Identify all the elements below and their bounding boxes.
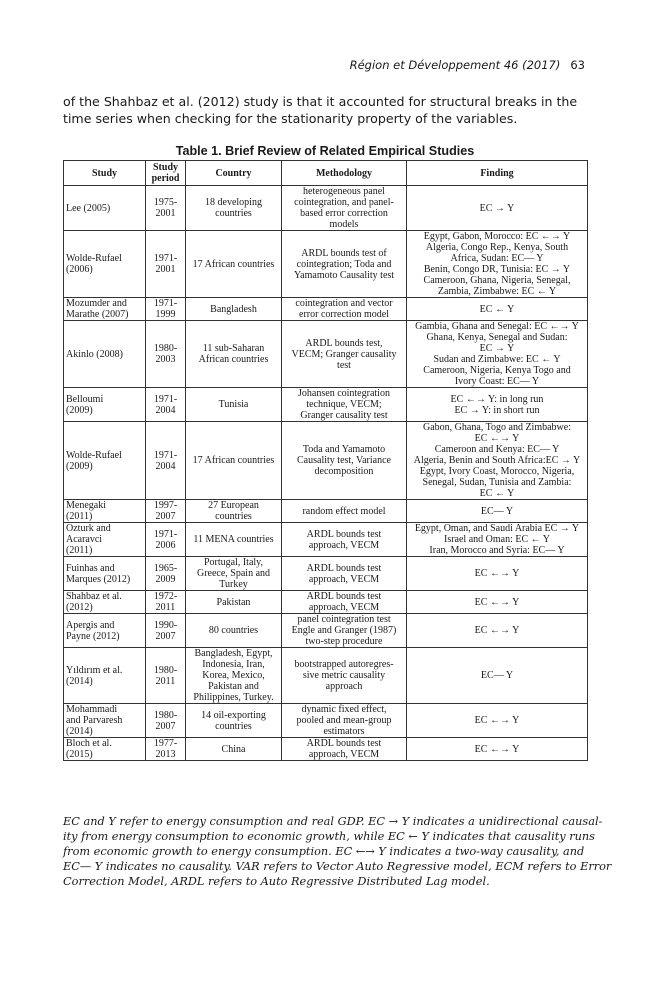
- cell-country: [186, 422, 282, 500]
- cell-period-line: 2007: [155, 630, 176, 642]
- cell-methodology-line: VECM; Granger causality: [291, 348, 397, 360]
- cell-study-line: Payne (2012): [66, 630, 120, 642]
- cell-finding-line: Ghana, Kenya, Senegal and Sudan:: [426, 332, 568, 343]
- cell-period: [146, 704, 186, 738]
- cell-methodology: [282, 523, 407, 557]
- cell-methodology-line: Johansen cointegration: [298, 388, 390, 399]
- cell-study-line: Fuinhas and: [66, 562, 115, 574]
- table-row: [64, 298, 588, 321]
- cell-methodology-line: sive metric causality: [302, 670, 386, 681]
- cell-study-line: Akinlo (2008): [66, 348, 123, 360]
- cell-period-line: 2004: [155, 460, 176, 472]
- notes-line: EC— Y indicates no causality. VAR refers to Vector Auto Regressive model, ECM refers to Error: [63, 860, 612, 873]
- cell-study-line: (2006): [66, 264, 93, 275]
- cell-methodology-line: ARDL bounds test: [306, 528, 382, 540]
- cell-country: [186, 298, 282, 321]
- cell-methodology-line: approach, VECM: [308, 539, 380, 551]
- cell-finding-line: EC ←→ Y: in long run: [450, 393, 544, 405]
- cell-methodology-line: pooled and mean-group: [296, 715, 392, 726]
- cell-methodology-line: error correction model: [299, 309, 389, 320]
- cell-finding: [407, 523, 588, 557]
- cell-study-line: (2009): [66, 404, 93, 416]
- cell-period-line: 1971-: [153, 528, 178, 540]
- table-row: [64, 422, 588, 500]
- cell-period: [146, 614, 186, 648]
- cell-study: [64, 704, 146, 738]
- cell-study-line: Mozumder and: [66, 298, 127, 309]
- cell-country-line: 18 developing: [205, 197, 262, 208]
- cell-study-line: and Parvaresh: [66, 715, 123, 726]
- cell-methodology-line: approach, VECM: [308, 749, 380, 760]
- cell-finding-line: Cameroon, Nigeria, Kenya Togo and: [423, 365, 571, 376]
- table-row: [64, 648, 588, 704]
- cell-country-line: Greece, Spain and: [196, 568, 271, 579]
- cell-methodology-line: ARDL bounds test: [306, 562, 382, 574]
- cell-study: [64, 500, 146, 523]
- cell-finding-line: EC ← Y: [479, 488, 515, 499]
- cell-study-line: (2011): [66, 545, 93, 556]
- cell-finding: [407, 388, 588, 422]
- cell-finding-line: EC— Y: [480, 670, 514, 681]
- cell-period-line: 1980-: [153, 664, 178, 676]
- cell-period: [146, 231, 186, 298]
- table-row: [64, 523, 588, 557]
- cell-finding-line: EC ←→ Y: [474, 433, 520, 444]
- cell-country-line: Philippines, Turkey.: [193, 692, 274, 703]
- cell-study-line: (2011): [66, 511, 93, 522]
- table-row: [64, 231, 588, 298]
- cell-country-line: 17 African countries: [192, 258, 275, 270]
- cell-methodology-line: ARDL bounds test: [306, 591, 382, 602]
- header-period: [146, 161, 186, 186]
- cell-period-line: 1980-: [153, 709, 178, 721]
- running-header: [350, 58, 585, 72]
- cell-period: [146, 298, 186, 321]
- cell-finding-line: Africa, Sudan: EC— Y: [450, 253, 544, 264]
- cell-country-line: 27 European: [208, 500, 259, 511]
- cell-methodology: [282, 591, 407, 614]
- cell-country-line: Pakistan and: [208, 681, 259, 692]
- cell-study-line: (2015): [66, 749, 93, 760]
- cell-methodology: [282, 231, 407, 298]
- cell-period-line: 1971-: [153, 393, 178, 405]
- cell-finding-line: EC ←→ Y: [474, 625, 520, 636]
- cell-period-line: 2009: [155, 573, 176, 585]
- cell-methodology: [282, 422, 407, 500]
- cell-methodology-line: ARDL bounds test of: [301, 247, 387, 259]
- cell-finding-line: Algeria, Congo Rep., Kenya, South: [425, 242, 569, 253]
- cell-country: [186, 500, 282, 523]
- cell-period-line: 1965-: [153, 562, 178, 574]
- cell-finding: [407, 557, 588, 591]
- cell-finding-line: Cameroon and Kenya: EC— Y: [434, 444, 560, 455]
- cell-period-line: 2007: [155, 720, 176, 732]
- table-row: [64, 704, 588, 738]
- cell-country-line: Portugal, Italy,: [203, 557, 264, 568]
- cell-finding: [407, 422, 588, 500]
- cell-country-line: Bangladesh: [210, 303, 257, 315]
- cell-period-line: 1990-: [153, 619, 178, 631]
- cell-country: [186, 557, 282, 591]
- cell-methodology-line: approach, VECM: [308, 602, 380, 613]
- cell-methodology: [282, 648, 407, 704]
- cell-finding-line: Egypt, Gabon, Morocco: EC ←→ Y: [423, 231, 571, 242]
- cell-study-line: Wolde-Rufael: [66, 449, 122, 461]
- cell-study: [64, 186, 146, 231]
- cell-period-line: 1971-: [153, 253, 178, 264]
- cell-methodology-line: dynamic fixed effect,: [301, 704, 387, 715]
- cell-country-line: 80 countries: [208, 625, 259, 636]
- cell-finding-line: EC ←→ Y: [474, 596, 520, 608]
- cell-period-line: 1997-: [153, 500, 178, 511]
- cell-country-line: China: [221, 743, 246, 755]
- cell-methodology: [282, 557, 407, 591]
- cell-country-line: African countries: [198, 354, 269, 365]
- cell-study-line: Apergis and: [66, 619, 115, 631]
- cell-methodology-line: panel cointegration test: [297, 614, 391, 625]
- cell-country: [186, 738, 282, 761]
- cell-finding: [407, 614, 588, 648]
- cell-methodology-line: approach, VECM: [308, 573, 380, 585]
- cell-methodology-line: cointegration and vector: [295, 298, 393, 309]
- header-study: Study: [64, 161, 146, 186]
- cell-methodology-line: Engle and Granger (1987): [291, 625, 397, 636]
- cell-methodology: [282, 186, 407, 231]
- header-period-line: period: [151, 173, 180, 184]
- cell-country: [186, 186, 282, 231]
- cell-period-line: 1975-: [153, 197, 178, 208]
- cell-period-line: 2011: [155, 675, 176, 687]
- cell-study: [64, 231, 146, 298]
- cell-country-line: 11 MENA countries: [193, 534, 274, 545]
- cell-methodology-line: two-step procedure: [305, 636, 383, 647]
- header-finding: Finding: [407, 161, 588, 186]
- cell-period-line: 2011: [155, 602, 176, 613]
- cell-methodology: [282, 738, 407, 761]
- cell-methodology: [282, 614, 407, 648]
- cell-finding-line: Gambia, Ghana and Senegal: EC ←→ Y: [415, 321, 579, 332]
- cell-period: [146, 388, 186, 422]
- review-table: [63, 160, 588, 761]
- cell-country: [186, 614, 282, 648]
- cell-methodology-line: Toda and Yamamoto: [302, 444, 386, 455]
- cell-study-line: (2014): [66, 675, 93, 687]
- cell-finding-line: Gabon, Ghana, Togo and Zimbabwe:: [423, 422, 571, 433]
- cell-methodology-line: decomposition: [314, 466, 374, 477]
- cell-study-line: Mohammadi: [66, 704, 118, 715]
- cell-study-line: Lee (2005): [66, 202, 111, 214]
- cell-finding: [407, 321, 588, 388]
- cell-period: [146, 523, 186, 557]
- cell-period-line: 1971-: [153, 298, 178, 309]
- cell-country-line: Bangladesh, Egypt,: [194, 648, 273, 659]
- cell-study: [64, 422, 146, 500]
- notes-line: EC and Y refer to energy consumption and real GDP. EC → Y indicates a unidirectional causal-: [63, 815, 603, 828]
- table-row: [64, 388, 588, 422]
- cell-finding-line: Israel and Oman: EC ← Y: [444, 534, 550, 545]
- cell-methodology: [282, 388, 407, 422]
- cell-finding-line: Benin, Congo DR, Tunisia: EC → Y: [423, 264, 571, 275]
- cell-country-line: 17 African countries: [192, 455, 275, 466]
- cell-period: [146, 591, 186, 614]
- cell-period-line: 1971-: [153, 449, 178, 461]
- cell-country-line: Korea, Mexico,: [202, 670, 265, 681]
- cell-country-line: 14 oil-exporting: [201, 709, 266, 721]
- cell-methodology-line: test: [337, 359, 351, 371]
- table-row: [64, 500, 588, 523]
- cell-study: [64, 523, 146, 557]
- cell-country-line: Indonesia, Iran,: [202, 659, 265, 670]
- cell-period-line: 1972-: [153, 591, 178, 602]
- cell-period-line: 2001: [155, 208, 176, 219]
- cell-methodology-line: estimators: [323, 726, 365, 737]
- cell-period: [146, 321, 186, 388]
- table-row: [64, 557, 588, 591]
- notes-line: Correction Model, ARDL refers to Auto Regressive Distributed Lag model.: [63, 875, 490, 888]
- cell-finding: [407, 704, 588, 738]
- cell-country: [186, 648, 282, 704]
- page-number: 63: [570, 58, 585, 72]
- cell-methodology-line: ARDL bounds test: [306, 738, 382, 749]
- cell-methodology: [282, 704, 407, 738]
- table-caption: Table 1. Brief Review of Related Empirical Studies: [175, 144, 475, 158]
- cell-country: [186, 321, 282, 388]
- cell-methodology-line: cointegration; Toda and: [296, 258, 392, 270]
- table-row: [64, 614, 588, 648]
- cell-methodology-line: approach: [325, 681, 363, 692]
- table-row: [64, 186, 588, 231]
- cell-finding-line: Zambia, Zimbabwe: EC ← Y: [437, 286, 557, 297]
- cell-period-line: 1977-: [153, 738, 178, 749]
- cell-finding: [407, 298, 588, 321]
- cell-methodology-line: random effect model: [302, 505, 386, 517]
- cell-country-line: countries: [215, 720, 252, 732]
- table-notes: [63, 814, 612, 889]
- cell-finding-line: Egypt, Oman, and Saudi Arabia EC → Y: [414, 523, 580, 534]
- cell-period: [146, 557, 186, 591]
- cell-finding-line: EC ←→ Y: [474, 715, 520, 726]
- cell-finding: [407, 648, 588, 704]
- cell-methodology-line: models: [329, 219, 359, 230]
- cell-finding: [407, 231, 588, 298]
- table-body: [64, 186, 588, 761]
- cell-finding-line: Sudan and Zimbabwe: EC ← Y: [433, 354, 561, 365]
- cell-finding-line: EC ←→ Y: [474, 743, 520, 755]
- cell-study-line: Menegaki: [66, 500, 106, 511]
- cell-period-line: 1999: [155, 309, 176, 320]
- cell-study: [64, 298, 146, 321]
- cell-finding-line: Algeria, Benin and South Africa:EC → Y: [413, 455, 581, 466]
- cell-study-line: (2012): [66, 602, 93, 613]
- table-header-row: [64, 161, 588, 186]
- cell-finding-line: EC ← Y: [479, 303, 515, 315]
- cell-methodology-line: Granger causality test: [300, 410, 388, 421]
- header-period-line: Study: [152, 162, 178, 173]
- cell-study-line: Marques (2012): [66, 573, 131, 585]
- cell-finding-line: EC ←→ Y: [474, 568, 520, 579]
- cell-study-line: Shahbaz et al.: [66, 591, 122, 602]
- cell-period-line: 2007: [155, 511, 176, 522]
- cell-finding-line: EC → Y: [479, 202, 515, 214]
- cell-methodology-line: heterogeneous panel: [303, 186, 385, 197]
- cell-finding-line: Ivory Coast: EC— Y: [454, 376, 540, 387]
- cell-period-line: 1980-: [153, 343, 178, 354]
- cell-methodology: [282, 500, 407, 523]
- cell-finding-line: Egypt, Ivory Coast, Morocco, Nigeria,: [419, 466, 575, 477]
- cell-finding-line: Senegal, Sudan, Tunisia and Zambia:: [422, 477, 572, 488]
- cell-country: [186, 704, 282, 738]
- cell-period: [146, 500, 186, 523]
- cell-study-line: Ozturk and: [66, 523, 111, 534]
- cell-finding-line: EC → Y: [479, 343, 515, 354]
- cell-methodology-line: Causality test, Variance: [297, 455, 391, 466]
- cell-study: [64, 648, 146, 704]
- intro-paragraph: [63, 93, 593, 127]
- cell-study-line: (2009): [66, 460, 93, 472]
- cell-country-line: Tunisia: [218, 399, 249, 410]
- cell-methodology-line: technique, VECM;: [306, 399, 382, 410]
- intro-line: time series when checking for the stationarity property of the variables.: [63, 111, 518, 126]
- cell-finding-line: Iran, Morocco and Syria: EC— Y: [429, 545, 565, 556]
- cell-study-line: Wolde-Rufael: [66, 253, 122, 264]
- cell-period: [146, 648, 186, 704]
- cell-finding: [407, 186, 588, 231]
- cell-study-line: Acaravci: [66, 534, 103, 545]
- cell-country: [186, 591, 282, 614]
- cell-study: [64, 557, 146, 591]
- header-country: Country: [186, 161, 282, 186]
- cell-country: [186, 523, 282, 557]
- cell-finding-line: EC— Y: [480, 505, 514, 517]
- cell-study-line: Belloumi: [66, 393, 104, 405]
- cell-finding: [407, 591, 588, 614]
- cell-country-line: Pakistan: [216, 596, 251, 608]
- cell-country-line: countries: [215, 208, 252, 219]
- cell-study-line: (2014): [66, 726, 93, 737]
- cell-country-line: Turkey: [219, 579, 248, 590]
- cell-study: [64, 738, 146, 761]
- notes-line: ity from energy consumption to economic growth, while EC ← Y indicates that causality runs: [63, 830, 595, 843]
- cell-country-line: 11 sub-Saharan: [202, 343, 265, 354]
- cell-study: [64, 388, 146, 422]
- cell-study-line: Marathe (2007): [66, 309, 129, 320]
- cell-methodology-line: ARDL bounds test,: [305, 337, 383, 349]
- cell-study: [64, 591, 146, 614]
- cell-period: [146, 186, 186, 231]
- cell-finding-line: EC → Y: in short run: [454, 404, 540, 416]
- cell-methodology-line: based error correction: [300, 208, 388, 219]
- header-methodology: Methodology: [282, 161, 407, 186]
- cell-study-line: Yıldırım et al.: [66, 664, 123, 676]
- cell-study: [64, 614, 146, 648]
- cell-methodology-line: bootstrapped autoregres-: [294, 659, 394, 670]
- table-row: [64, 738, 588, 761]
- cell-methodology: [282, 298, 407, 321]
- cell-period-line: 2001: [155, 264, 176, 275]
- cell-country: [186, 231, 282, 298]
- cell-period-line: 2003: [155, 354, 176, 365]
- cell-methodology: [282, 321, 407, 388]
- cell-finding: [407, 500, 588, 523]
- table-row: [64, 321, 588, 388]
- cell-period-line: 2013: [155, 749, 176, 760]
- notes-line: from economic growth to energy consumption. EC ←→ Y indicates a two-way causality, and: [63, 845, 585, 858]
- cell-finding-line: Cameroon, Ghana, Nigeria, Senegal,: [423, 275, 571, 286]
- cell-finding: [407, 738, 588, 761]
- cell-country: [186, 388, 282, 422]
- cell-country-line: countries: [215, 511, 252, 522]
- cell-period: [146, 422, 186, 500]
- cell-study-line: Bloch et al.: [66, 738, 112, 749]
- cell-methodology-line: Yamamoto Causality test: [293, 269, 395, 281]
- cell-period: [146, 738, 186, 761]
- cell-methodology-line: cointegration, and panel-: [294, 197, 394, 208]
- intro-line: of the Shahbaz et al. (2012) study is that it accounted for structural breaks in the: [63, 94, 578, 109]
- journal-title: Région et Développement 46 (2017): [349, 58, 561, 72]
- cell-period-line: 2004: [155, 404, 176, 416]
- cell-period-line: 2006: [155, 539, 176, 551]
- cell-study: [64, 321, 146, 388]
- table-row: [64, 591, 588, 614]
